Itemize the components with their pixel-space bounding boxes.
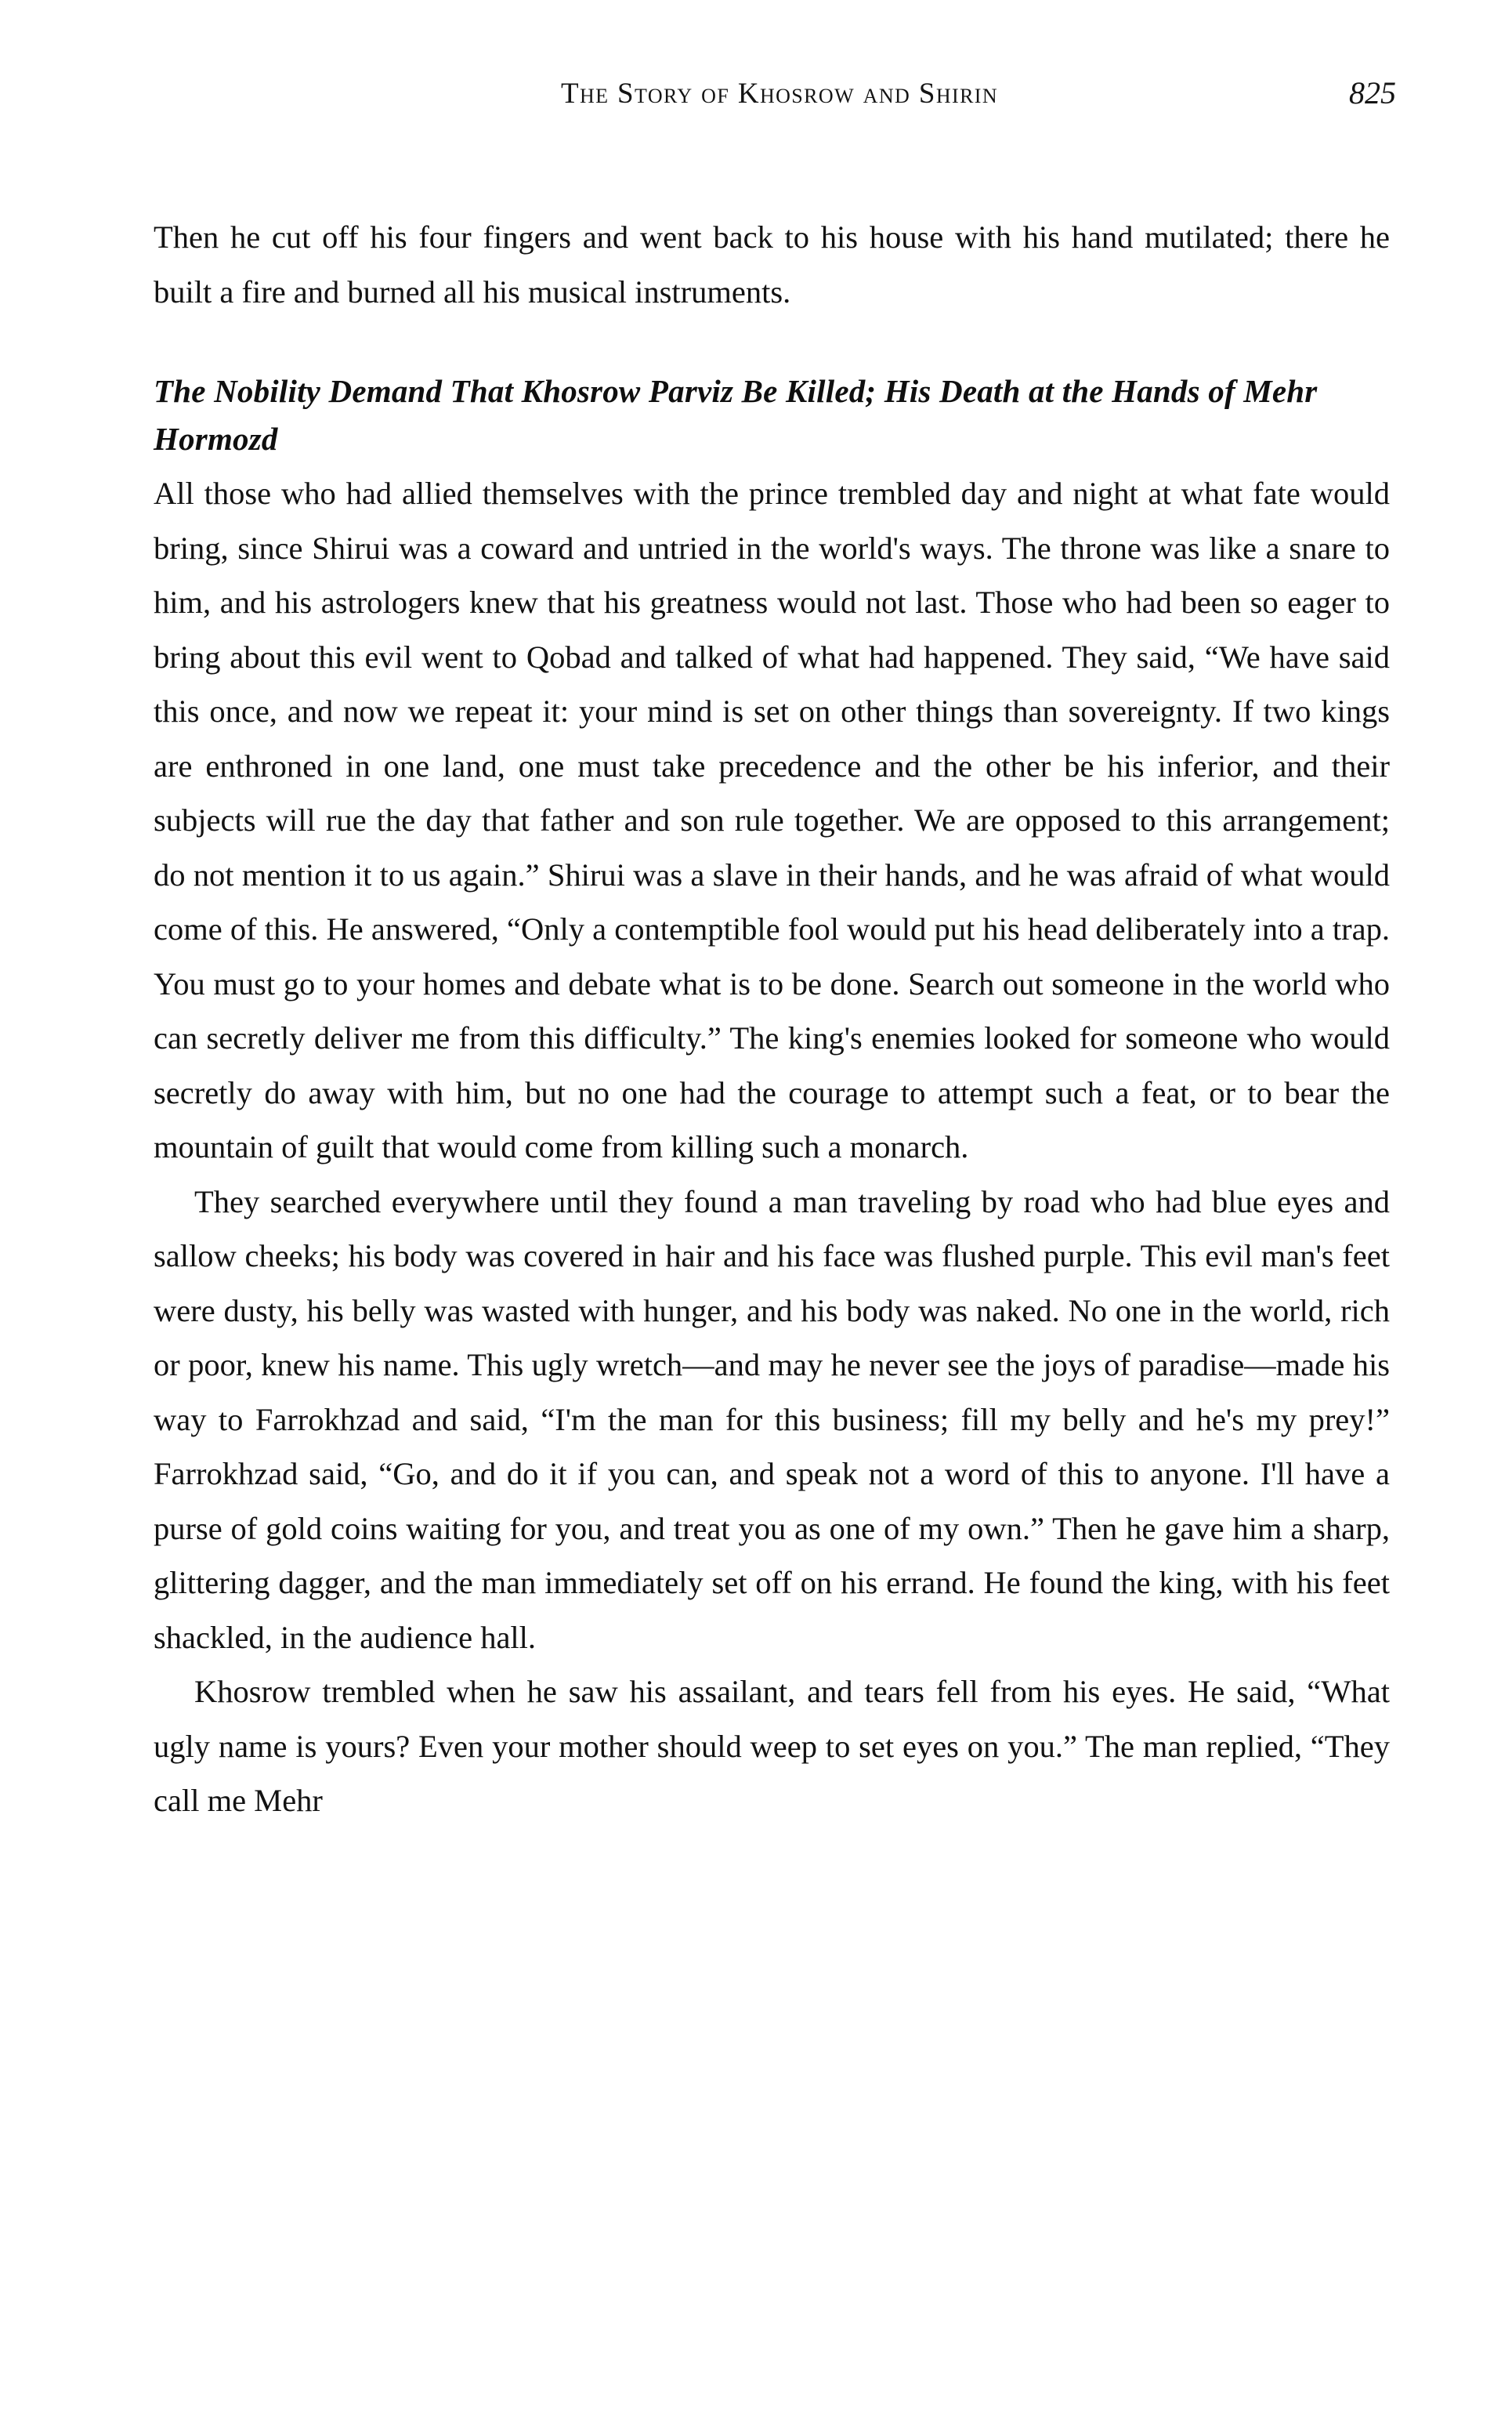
running-head [149, 77, 1410, 124]
section-heading: The Nobility Demand That Khosrow Parviz Be Killed; His Death at the Hands of Mehr Hormozd [154, 373, 1318, 457]
paragraph-nobility-demand: All those who had allied themselves with the prince trembled day and night at what fate would bring, since Shirui was a coward and untried in the world's ways. The throne was like a snare to him, and his astrologers knew that his greatness would not last. Those who had been so eager to bring about this evil went to Qobad and talked of what had happened. They said, “We have said this once, and now we repeat it: your mind is set on other things than sovereignty. If two kings are enthroned in one land, one must take precedence and the other be his inferior, and their subjects will rue the day that father and son rule together. We are opposed to this arrangement; do not mention it to us again.” Shirui was a slave in their hands, and he was afraid of what would come of this. He answered, “Only a contemptible fool would put his head deliberately into a trap. You must go to your homes and debate what is to be done. Search out someone in the world who can secretly deliver me from this difficulty.” The king's enemies looked for someone who would secretly do away with him, but no one had the courage to attempt such a feat, or to bear the mountain of guilt that would come from killing such a monarch. [154, 476, 1390, 1164]
paragraph-opening: Then he cut off his four fingers and went back to his house with his hand mutilated; there he built a fire and burned all his musical instruments. [154, 219, 1390, 310]
running-head-title: The Story of Khosrow and Shirin [560, 78, 999, 110]
paragraph-search-for-assassin: They searched everywhere until they found a man traveling by road who had blue eyes and sallow cheeks; his body was covered in hair and his face was flushed purple. This evil man's feet were dusty, his belly was wasted with hunger, and his body was naked. No one in the world, rich or poor, knew his name. This ugly wretch—and may he never see the joys of paradise—made his way to Farrokhzad and said, “I'm the man for this business; fill my belly and he's my prey!” Farrokhzad said, “Go, and do it if you can, and speak not a word of this to anyone. I'll have a purse of gold coins waiting for you, and treat you as one of my own.” Then he gave him a sharp, glittering dagger, and the man immediately set off on his errand. He found the king, with his feet shackled, in the audience hall. [154, 1183, 1390, 1655]
page-text-block [154, 210, 1390, 1828]
paragraph-khosrow-trembled: Khosrow trembled when he saw his assailant, and tears fell from his eyes. He said, “What ugly name is yours? Even your mother should weep to set eyes on you.” The man replied, “They call me Mehr [154, 1674, 1390, 1818]
page-number: 825 [1349, 75, 1396, 110]
